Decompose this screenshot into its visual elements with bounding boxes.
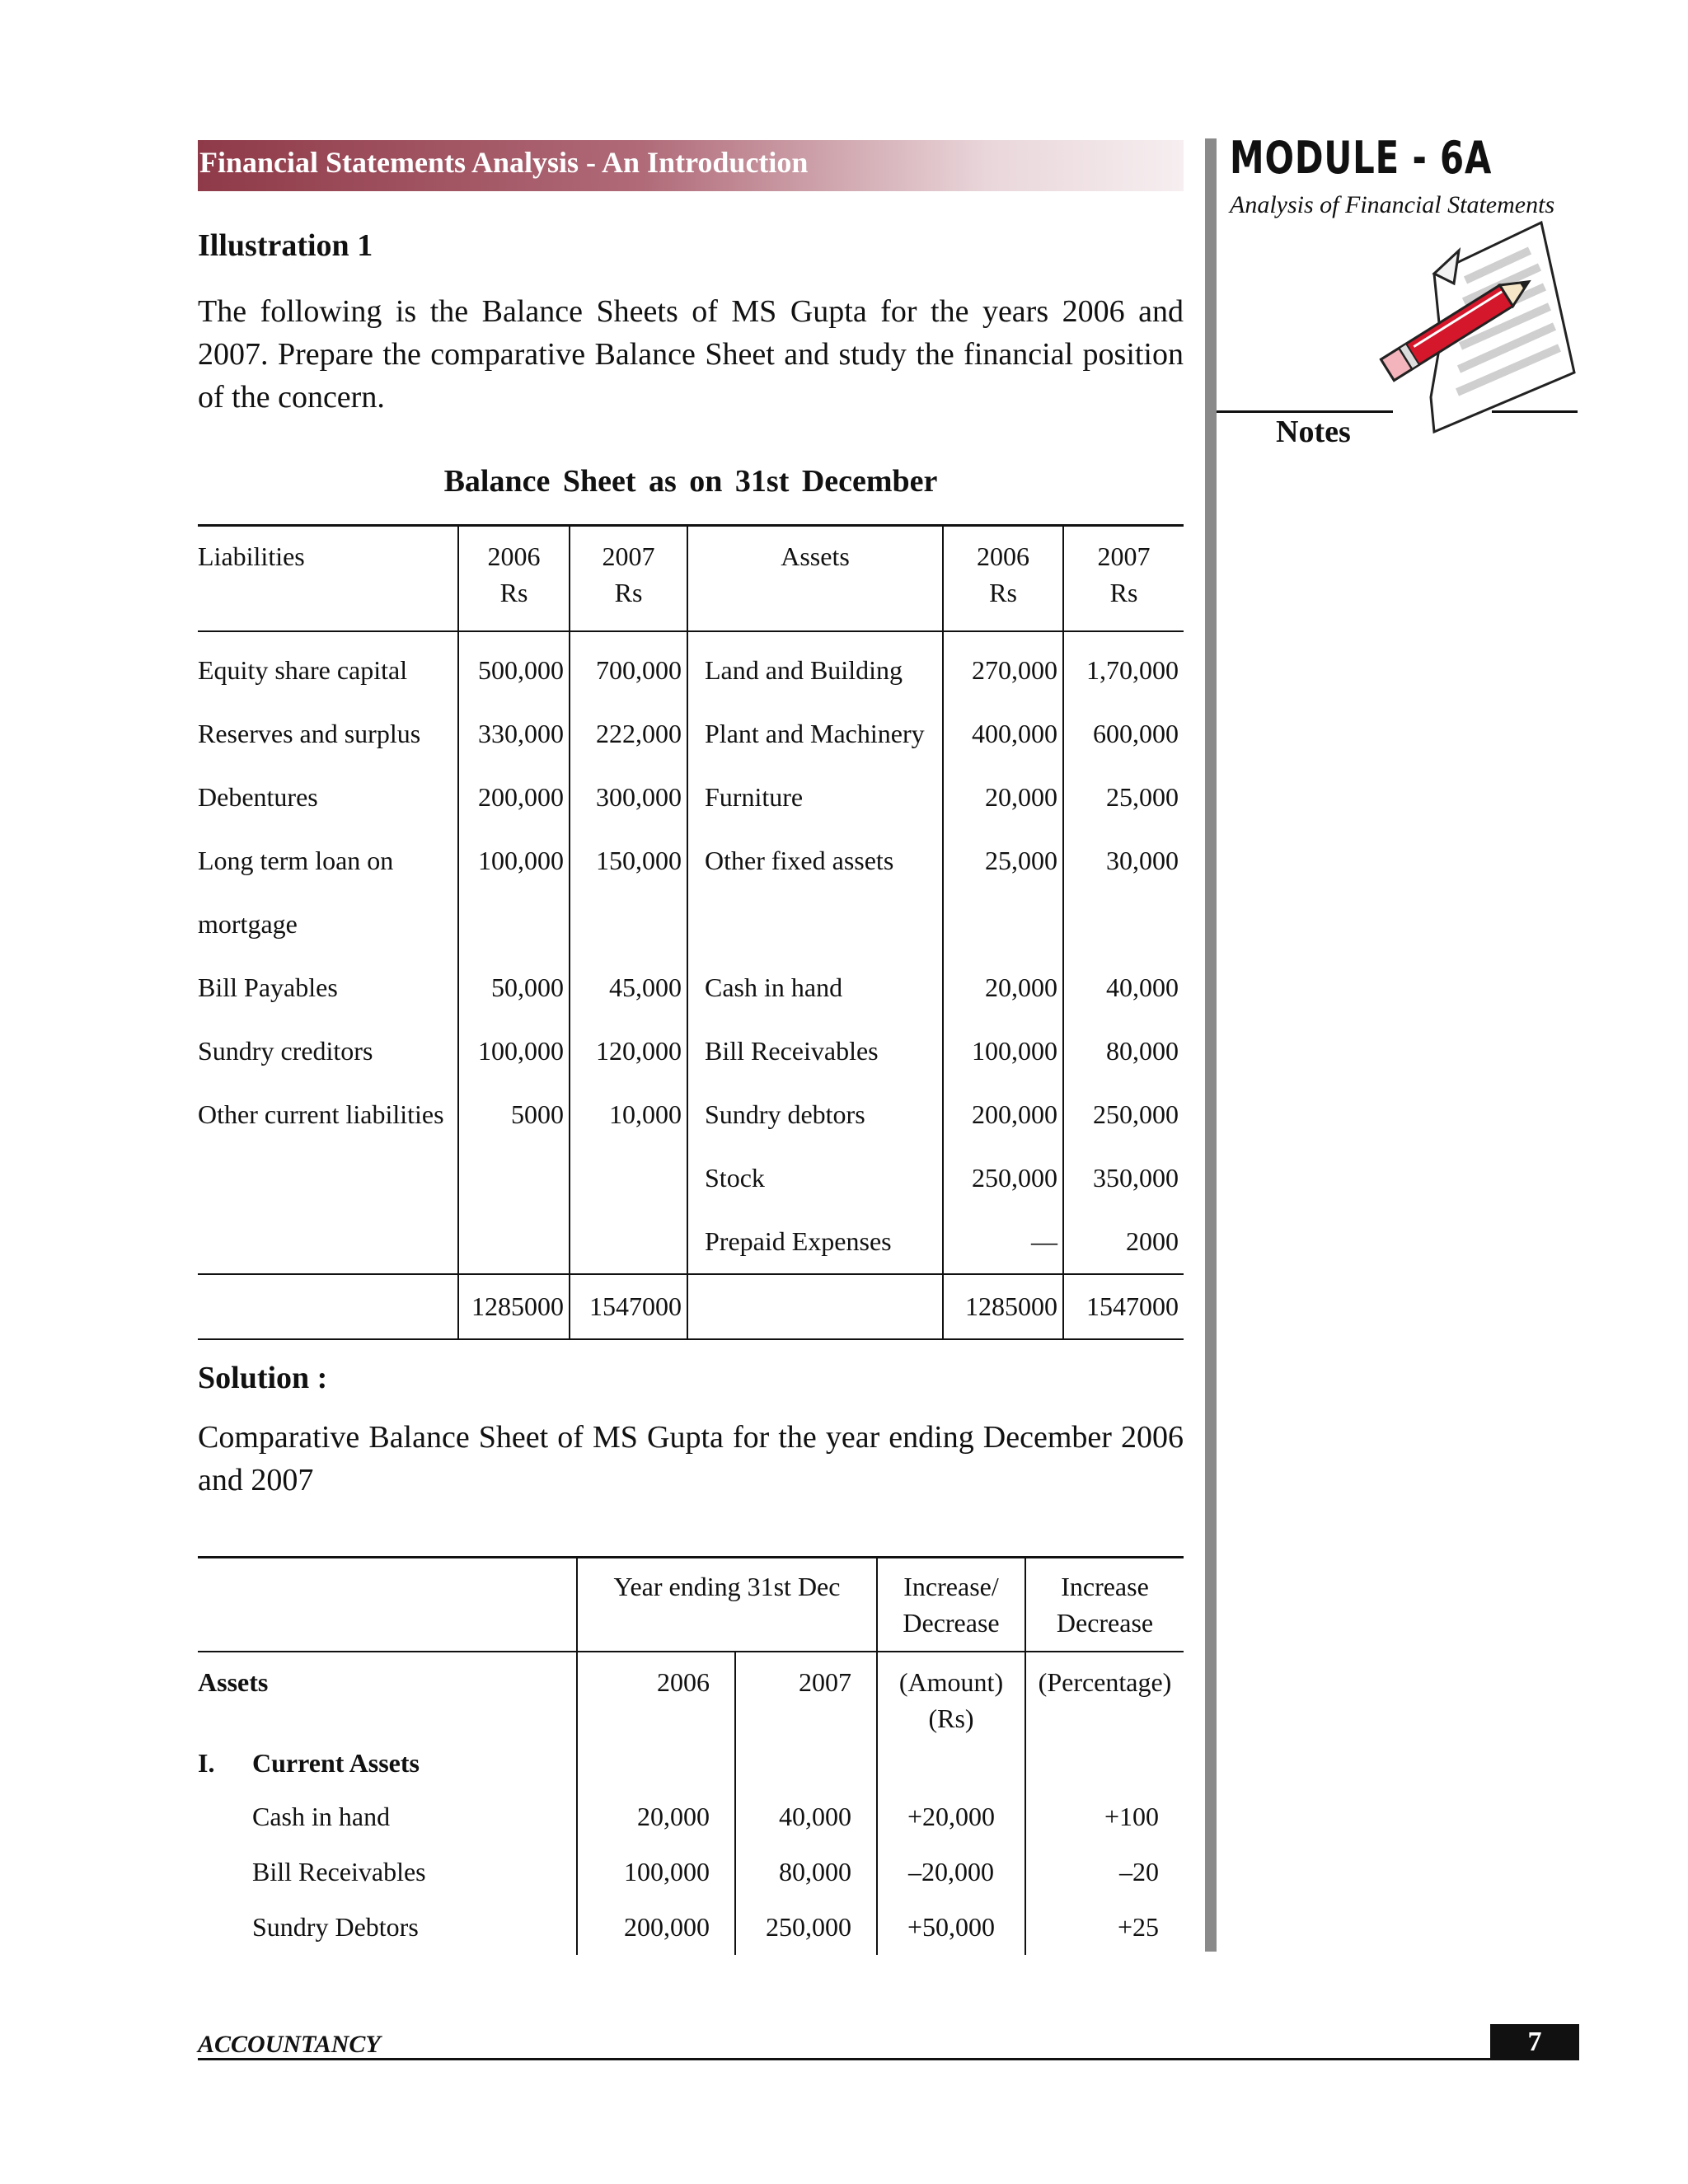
illustration-text: The following is the Balance Sheets of MS Gupta for the years 2006 and 2007. Prepare the comparative Balance Sheet and study the financial position of the concern.: [198, 294, 1184, 415]
asset-2007: 30,000: [1106, 846, 1179, 875]
table-row: [198, 1210, 1184, 1274]
liability-2007: 700,000: [570, 631, 687, 702]
liability-2006: 5000: [458, 1083, 570, 1146]
asset-label: Furniture: [687, 766, 943, 829]
total-liability-2006: 1285000: [458, 1274, 570, 1339]
liability-2007: [570, 1146, 687, 1210]
liability-2006: 200,000: [458, 766, 570, 829]
asset-2007-header: 2007 Rs: [1063, 526, 1184, 632]
comparative-subheader-row: [198, 1652, 1184, 1736]
change-amount: +50,000: [877, 1900, 1025, 1955]
table-row: [198, 1083, 1184, 1146]
liability-2006: 330,000: [458, 702, 570, 766]
table-row: [198, 1900, 1184, 1955]
liability-2006: 100,000: [458, 1019, 570, 1083]
assets-header: Assets: [687, 526, 943, 632]
margin-divider: [1205, 138, 1217, 1952]
total-asset-2006: 1285000: [943, 1274, 1063, 1339]
asset-2006-header: 2006 Rs: [943, 526, 1063, 632]
balance-sheet-table: [198, 524, 1184, 1340]
asset-2007: 350,000: [1093, 1163, 1179, 1193]
illustration-title: Illustration 1: [198, 228, 373, 263]
liability-2007: 45,000: [570, 956, 687, 1019]
increase-decrease-amount-header: Increase/ Decrease: [877, 1558, 1025, 1652]
item-label: Bill Receivables: [252, 1857, 426, 1886]
asset-label: Other fixed assets: [687, 829, 943, 893]
table-row: [198, 956, 1184, 1019]
assets-label: Assets: [198, 1667, 269, 1697]
module-title: MODULE - 6A: [1230, 132, 1493, 184]
asset-2006: 250,000: [943, 1146, 1063, 1210]
liability-label: Reserves and surplus: [198, 702, 458, 766]
item-label: Sundry Debtors: [252, 1912, 419, 1942]
percentage-header: (Percentage): [1025, 1652, 1184, 1736]
asset-label: Plant and Machinery: [687, 702, 943, 766]
liability-label: Debentures: [198, 766, 458, 829]
asset-label: Prepaid Expenses: [687, 1210, 943, 1274]
table-row: [198, 829, 1184, 893]
asset-label: Stock: [687, 1146, 943, 1210]
asset-2006: 400,000: [943, 702, 1063, 766]
totals-row: [198, 1274, 1184, 1339]
asset-2007: [1063, 893, 1184, 956]
asset-label: Cash in hand: [687, 956, 943, 1019]
notes-label: Notes: [1276, 415, 1351, 449]
liab-2006-header: 2006 Rs: [458, 526, 570, 632]
page-number: 7: [1490, 2024, 1579, 2060]
liability-label: Other current liabilities: [198, 1083, 458, 1146]
asset-label: Sundry debtors: [687, 1083, 943, 1146]
liability-2006: [458, 893, 570, 956]
solution-title: Solution :: [198, 1361, 328, 1395]
year-ending-header: Year ending 31st Dec: [577, 1558, 877, 1652]
asset-2007: 1,70,000: [1086, 655, 1179, 685]
notes-rule-left: [1217, 410, 1393, 413]
liability-2007: 10,000: [570, 1083, 687, 1146]
chapter-title: Financial Statements Analysis - An Introduction: [199, 146, 809, 179]
asset-label: Land and Building: [687, 631, 943, 702]
liability-2007: 300,000: [570, 766, 687, 829]
liability-label: Sundry creditors: [198, 1019, 458, 1083]
notes-rule-right: [1492, 410, 1578, 413]
amount-header: (Amount) (Rs): [877, 1652, 1025, 1736]
asset-2006: 100,000: [943, 1019, 1063, 1083]
asset-label: Bill Receivables: [687, 1019, 943, 1083]
change-percent: –20: [1025, 1844, 1184, 1900]
balance-sheet-title: Balance Sheet as on 31st December: [443, 464, 938, 499]
asset-2006: [943, 893, 1063, 956]
liability-2006: [458, 1146, 570, 1210]
liabilities-header: Liabilities: [198, 526, 458, 632]
table-row: [198, 766, 1184, 829]
liability-2006: 50,000: [458, 956, 570, 1019]
liability-label: [198, 1210, 458, 1274]
notes-pencil-icon: [1368, 216, 1582, 438]
comparative-balance-sheet-table: [198, 1556, 1184, 1955]
liability-2006: 500,000: [458, 631, 570, 702]
year-2007-header: 2007: [735, 1652, 877, 1736]
value-2006: 20,000: [577, 1789, 735, 1844]
asset-2007: 25,000: [1106, 782, 1179, 812]
liability-2006: 100,000: [458, 829, 570, 893]
asset-2007: 2000: [1126, 1226, 1179, 1256]
asset-2006: 270,000: [943, 631, 1063, 702]
chapter-header-band: [198, 140, 1184, 191]
table-row: [198, 1146, 1184, 1210]
liab-2007-header: 2007 Rs: [570, 526, 687, 632]
value-2006: 100,000: [577, 1844, 735, 1900]
table-row: [198, 893, 1184, 956]
liability-2007: 222,000: [570, 702, 687, 766]
total-liability-2007: 1547000: [570, 1274, 687, 1339]
asset-2006: 25,000: [943, 829, 1063, 893]
balance-sheet-header-row: [198, 526, 1184, 632]
liability-label: Equity share capital: [198, 631, 458, 702]
increase-decrease-percent-header: Increase Decrease: [1025, 1558, 1184, 1652]
liability-2007: [570, 893, 687, 956]
liability-2006: [458, 1210, 570, 1274]
liability-label: [198, 1146, 458, 1210]
item-label: Cash in hand: [252, 1802, 391, 1831]
table-row: [198, 702, 1184, 766]
section-row: [198, 1736, 1184, 1789]
liability-label: mortgage: [198, 893, 458, 956]
asset-2006: 20,000: [943, 766, 1063, 829]
comparative-header-row: [198, 1558, 1184, 1652]
value-2007: 250,000: [735, 1900, 877, 1955]
liability-label: Long term loan on: [198, 829, 458, 893]
asset-2007: 600,000: [1093, 719, 1179, 748]
change-amount: –20,000: [877, 1844, 1025, 1900]
value-2006: 200,000: [577, 1900, 735, 1955]
year-2006-header: 2006: [577, 1652, 735, 1736]
asset-2006: —: [943, 1210, 1063, 1274]
footer-subject: ACCOUNTANCY: [198, 2031, 381, 2058]
liability-2007: 150,000: [570, 829, 687, 893]
value-2007: 40,000: [735, 1789, 877, 1844]
footer-rule: [198, 2058, 1579, 2060]
change-amount: +20,000: [877, 1789, 1025, 1844]
change-percent: +25: [1025, 1900, 1184, 1955]
asset-2007: 40,000: [1106, 972, 1179, 1002]
liability-2007: 120,000: [570, 1019, 687, 1083]
table-row: [198, 1789, 1184, 1844]
table-row: [198, 1844, 1184, 1900]
total-asset-2007: 1547000: [1063, 1274, 1184, 1339]
asset-2007: 80,000: [1106, 1036, 1179, 1066]
solution-text: Comparative Balance Sheet of MS Gupta for the year ending December 2006 and 2007: [198, 1420, 1184, 1497]
value-2007: 80,000: [735, 1844, 877, 1900]
liability-2007: [570, 1210, 687, 1274]
module-subtitle: Analysis of Financial Statements: [1230, 191, 1555, 218]
table-row: [198, 631, 1184, 702]
asset-2006: 200,000: [943, 1083, 1063, 1146]
liability-label: Bill Payables: [198, 956, 458, 1019]
asset-label: [687, 893, 943, 956]
asset-2007: 250,000: [1093, 1099, 1179, 1129]
change-percent: +100: [1025, 1789, 1184, 1844]
section-title: I. Current Assets: [198, 1748, 420, 1778]
asset-2006: 20,000: [943, 956, 1063, 1019]
table-row: [198, 1019, 1184, 1083]
